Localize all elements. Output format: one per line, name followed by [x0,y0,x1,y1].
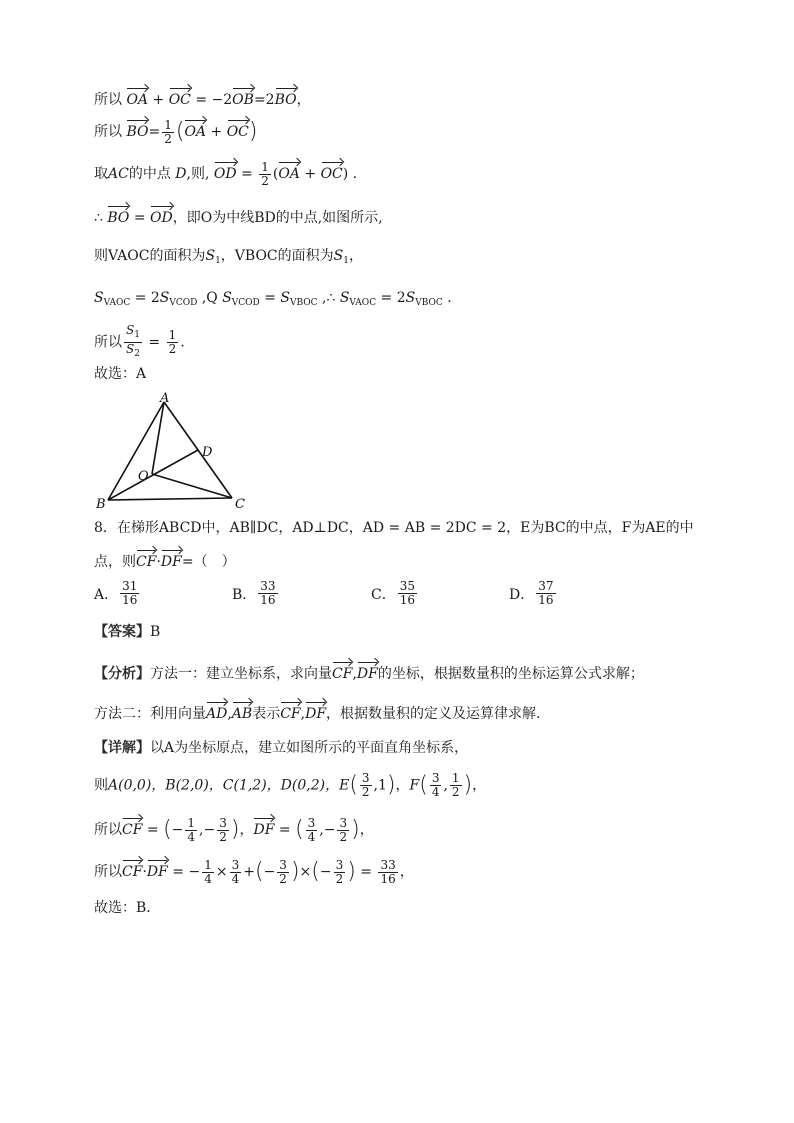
label-a: A [160,391,170,406]
line-4: ∴ BO = OD，即O为中线BD的中点,如图所示, [94,202,383,228]
option-c[interactable]: C． $\frac{35}{16}$ [371,579,415,607]
triangle-figure [92,390,262,515]
line-2: 所以 BO= $\frac{1}{2}$ (OA + OC) [94,117,258,146]
question-8-line-2: 点，则CF·DF=（ ） [94,546,236,572]
line-6: $S_{VAOC} = 2S_{VCOD}$ ,Q $S_{VCOD} = S_{VBOC}$ ,∴ $S_{VAOC} = 2S_{VBOC}$ . [94,290,452,308]
edge-bc [108,498,232,500]
label-c: C [235,497,245,512]
label-o: O [138,469,149,484]
answer-line: 【答案】B [94,624,161,640]
label-b: B [96,497,106,512]
line-1: 所以 OA + OC = −2OB=2BO， [94,84,311,110]
label-d: D [202,445,213,460]
question-8-line-1: 8．在梯形ABCD中，AB∥DC，AD⊥DC，AD = AB = 2DC = 2，E为BC的中点，F为AE的中 [94,520,694,536]
detail-final: 故选：B． [94,900,161,916]
detail-coords: 则A(0,0)，B(2,0)，C(1,2)，D(0,2)，E( $\frac{3}{2}$ ,1)，F( $\frac{3}{4}$ , $\frac{1}{2}$ )， [94,771,487,799]
line-5: 则VAOC的面积为$S_1$，VBOC的面积为$S_1$， [94,248,363,266]
detail-line-1: 【详解】以A为坐标原点，建立如图所示的平面直角坐标系， [94,740,469,756]
option-b[interactable]: B． $\frac{33}{16}$ [232,579,276,607]
segment-oc [152,474,232,498]
option-a[interactable]: A． $\frac{31}{16}$ [94,579,138,607]
detail-product: 所以CF·DF = − $\frac{1}{4}$ × $\frac{3}{4}$ +(− $\frac{3}{2}$ )×(− $\frac{3}{2}$ ) = $\frac{33}{16}$ ， [94,857,414,886]
option-d[interactable]: D． $\frac{37}{16}$ [509,579,554,607]
analysis-line-2: 方法二：利用向量AD,AB表示CF,DF，根据数量积的定义及运算律求解. [94,698,541,724]
analysis-line-1: 【分析】方法一：建立坐标系，求向量CF,DF的坐标，根据数量积的坐标运算公式求解； [94,658,644,684]
line-7: 所以 $\frac{S_1}{S_2}$ = $\frac{1}{2}$ . [94,323,185,359]
line-8: 故选：A [94,366,147,382]
line-3: 取AC的中点 D,则, OD = $\frac{1}{2}$ (OA + OC) . [94,159,358,188]
detail-vectors: 所以CF = (− $\frac{1}{4}$ ,− $\frac{3}{2}$ )，DF = ( $\frac{3}{4}$ ,− $\frac{3}{2}$ )， [94,815,374,844]
